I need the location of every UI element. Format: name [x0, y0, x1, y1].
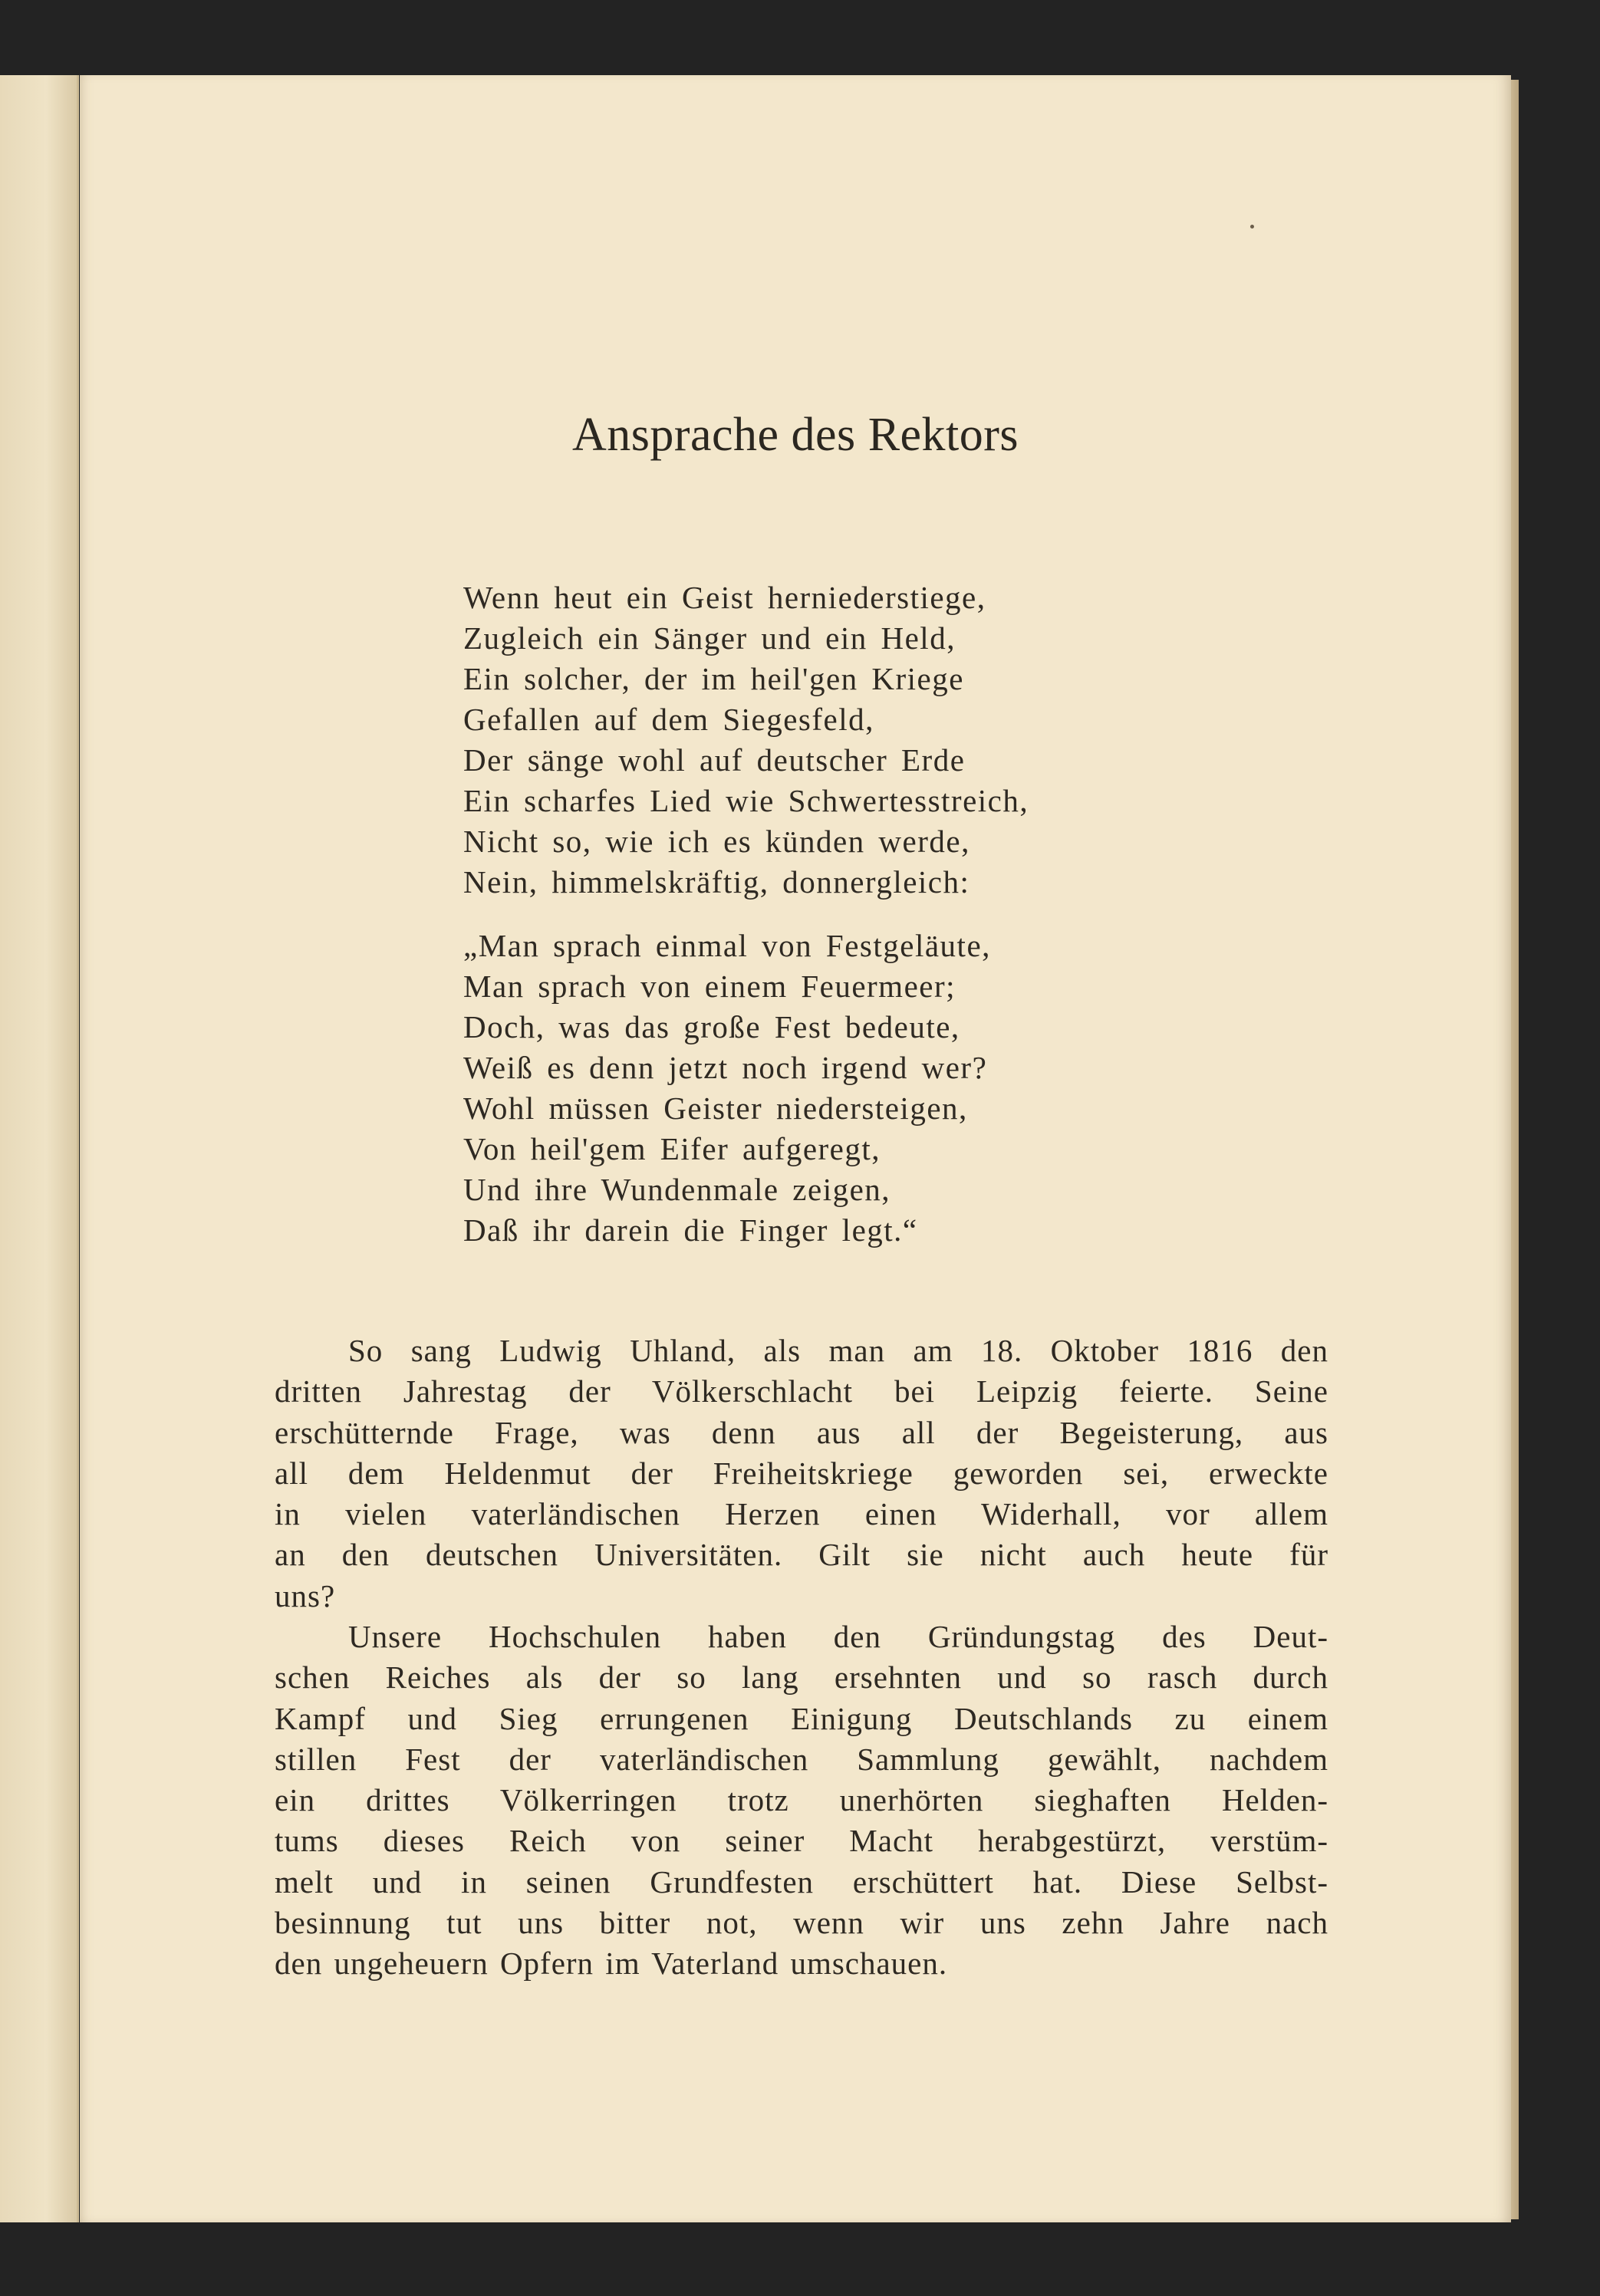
poem-line: Daß ihr darein die Finger legt.“ — [463, 1212, 918, 1248]
poem-line: Ein scharfes Lied wie Schwertesstreich, — [463, 783, 1029, 818]
poem-line: Nein, himmelskräftig, donnergleich: — [463, 864, 970, 900]
page-title: Ansprache des Rektors — [571, 409, 1019, 461]
poem-line: Wohl müssen Geister niedersteigen, — [463, 1090, 968, 1126]
poem-line: Weiß es denn jetzt noch irgend wer? — [463, 1050, 988, 1085]
prose-line: schen Reiches als der so lang ersehnten und so rasch durch — [275, 1660, 1328, 1696]
poem-line: Man sprach von einem Feuermeer; — [463, 969, 956, 1004]
prose-line: all dem Heldenmut der Freiheitskriege geworden sei, erweckte — [275, 1455, 1328, 1491]
poem-line: Nicht so, wie ich es künden werde, — [463, 824, 970, 859]
facing-page-edge — [0, 75, 79, 2222]
prose-line: in vielen vaterländischen Herzen einen Widerhall, vor allem — [275, 1496, 1328, 1532]
poem-line: Der sänge wohl auf deutscher Erde — [463, 742, 966, 778]
prose-line: uns? — [275, 1577, 336, 1613]
prose-paragraph-2 — [275, 1617, 1328, 1985]
poem-line: „Man sprach einmal von Festgeläute, — [463, 928, 991, 963]
prose-line: ein drittes Völkerringen trotz unerhörten sieghaften Helden- — [275, 1782, 1328, 1818]
poem-stanza-2 — [463, 926, 1184, 1251]
prose-line: Kampf und Sieg errungenen Einigung Deutschlands zu einem — [275, 1700, 1328, 1736]
poem-line: Ein solcher, der im heil'gen Kriege — [463, 661, 964, 696]
poem-stanza-1 — [463, 577, 1184, 903]
document-page — [80, 75, 1511, 2222]
prose-line: erschütternde Frage, was denn aus all der Begeisterung, aus — [275, 1414, 1328, 1450]
prose-line: an den deutschen Universitäten. Gilt sie nicht auch heute für — [275, 1537, 1328, 1573]
poem-line: Wenn heut ein Geist herniederstiege, — [463, 580, 986, 615]
prose-line: besinnung tut uns bitter not, wenn wir uns zehn Jahre nach — [275, 1905, 1328, 1941]
prose-line: melt und in seinen Grundfesten erschüttert hat. Diese Selbst- — [275, 1863, 1328, 1900]
prose-line: stillen Fest der vaterländischen Sammlung gewählt, nachdem — [275, 1741, 1328, 1777]
poem-line: Gefallen auf dem Siegesfeld, — [463, 702, 874, 737]
prose-line: So sang Ludwig Uhland, als man am 18. Oktober 1816 den — [348, 1333, 1328, 1368]
prose-line: den ungeheuern Opfern im Vaterland umschauen. — [275, 1946, 948, 1982]
poem-line: Von heil'gem Eifer aufgeregt, — [463, 1131, 881, 1166]
poem-line: Zugleich ein Sänger und ein Held, — [463, 620, 956, 656]
poem-line: Doch, was das große Fest bedeute, — [463, 1009, 960, 1044]
paper-speck — [1250, 225, 1254, 229]
poem-line: Und ihre Wundenmale zeigen, — [463, 1172, 891, 1207]
prose-line: Unsere Hochschulen haben den Gründungstag des Deut- — [348, 1619, 1328, 1654]
prose-line: dritten Jahrestag der Völkerschlacht bei Leipzig feierte. Seine — [275, 1373, 1328, 1410]
prose-paragraph-1 — [275, 1331, 1328, 1617]
prose-line: tums dieses Reich von seiner Macht herabgestürzt, verstüm- — [275, 1823, 1328, 1859]
